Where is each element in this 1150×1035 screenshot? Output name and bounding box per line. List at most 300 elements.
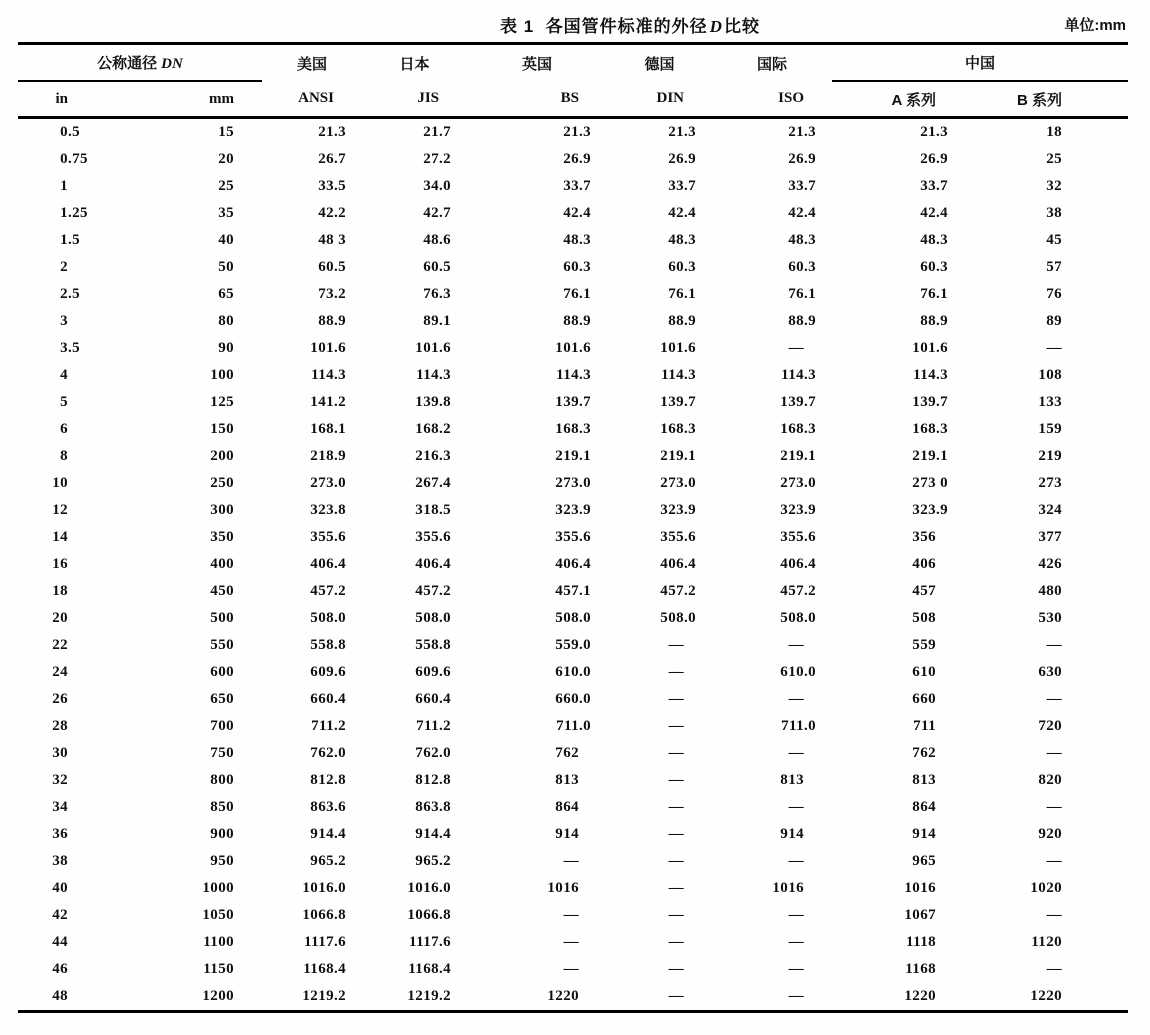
table-cell: 660.4 xyxy=(310,691,347,707)
table-cell: 18 xyxy=(52,583,68,599)
table-cell: 42.4 xyxy=(668,205,697,221)
table-cell: 57 xyxy=(1046,259,1063,275)
dn-group-label: 公称通径 xyxy=(97,55,158,72)
table-cell: 1000 xyxy=(202,880,234,896)
column-header-iso: ISO xyxy=(712,81,832,118)
table-cell: 406.4 xyxy=(660,556,697,572)
table-cell: 660.4 xyxy=(415,691,452,707)
table-cell: 218.9 xyxy=(310,448,347,464)
table-cell: 88.9 xyxy=(563,313,592,329)
table-cell: 610.0 xyxy=(780,664,817,680)
table-cell: — xyxy=(788,691,804,707)
table-cell: 2 xyxy=(60,259,68,275)
table-row xyxy=(18,983,1128,1012)
table-cell: 1016.0 xyxy=(407,880,452,896)
table-cell: 1117.6 xyxy=(304,934,347,950)
table-cell: 600 xyxy=(210,664,234,680)
table-cell: 25 xyxy=(218,178,234,194)
table-cell: 42.4 xyxy=(788,205,817,221)
table-cell: 820 xyxy=(1038,772,1063,788)
table-cell: 34 xyxy=(52,799,68,815)
table-cell: 914.4 xyxy=(310,826,347,842)
table-cell: 42 xyxy=(52,907,68,923)
table-cell: 200 xyxy=(210,448,234,464)
table-cell: — xyxy=(668,718,684,734)
table-cell: — xyxy=(1046,961,1063,977)
column-header-a-series: A 系列 xyxy=(832,81,964,118)
table-cell: 800 xyxy=(210,772,234,788)
table-cell: 355.6 xyxy=(310,529,347,545)
table-cell: 863.8 xyxy=(415,799,452,815)
table-row xyxy=(18,956,1128,983)
table-cell: 101.6 xyxy=(660,340,697,356)
table-cell: 720 xyxy=(1038,718,1063,734)
table-cell: 76.3 xyxy=(423,286,452,302)
table-cell: 355.6 xyxy=(660,529,697,545)
table-cell: 28 xyxy=(52,718,68,734)
table-cell: 273.0 xyxy=(555,475,592,491)
table-cell: 150 xyxy=(210,421,234,437)
table-cell: 457.2 xyxy=(310,583,347,599)
table-cell: 20 xyxy=(52,610,68,626)
table-cell: 1067 xyxy=(904,907,936,923)
table-cell: 219.1 xyxy=(780,448,817,464)
table-cell: 73.2 xyxy=(318,286,347,302)
table-cell: 216.3 xyxy=(415,448,452,464)
table-cell: — xyxy=(668,988,684,1004)
table-cell: 33.7 xyxy=(563,178,592,194)
table-cell: — xyxy=(1046,853,1063,869)
table-cell: 76.1 xyxy=(920,286,949,302)
table-cell: 558.8 xyxy=(415,637,452,653)
table-cell: 812.8 xyxy=(310,772,347,788)
country-header-uk: 英国 xyxy=(521,55,552,73)
table-cell: 1168 xyxy=(905,961,936,977)
table-cell: 25 xyxy=(1046,151,1063,167)
table-cell: 219.1 xyxy=(660,448,697,464)
table-cell: 114.3 xyxy=(311,367,347,383)
table-cell: 1.5 xyxy=(60,232,81,248)
table-cell: — xyxy=(668,772,684,788)
title-bar xyxy=(0,12,1150,42)
table-cell: 1 xyxy=(60,178,68,194)
table-cell: 33.5 xyxy=(318,178,347,194)
table-cell: 762 xyxy=(555,745,579,761)
table-cell: 89 xyxy=(1046,313,1063,329)
table-cell: 457.1 xyxy=(555,583,592,599)
table-row xyxy=(18,443,1128,470)
column-header-b-series: B 系列 xyxy=(964,81,1128,118)
group-header-row xyxy=(18,44,1128,82)
table-row xyxy=(18,173,1128,200)
table-row xyxy=(18,524,1128,551)
table-cell: 22 xyxy=(52,637,68,653)
table-cell: 101.6 xyxy=(912,340,949,356)
table-row xyxy=(18,821,1128,848)
table-cell: 80 xyxy=(218,313,234,329)
table-cell: 12 xyxy=(52,502,68,518)
table-cell: 48 xyxy=(52,988,68,1004)
table-cell: 457 xyxy=(912,583,936,599)
table-cell: — xyxy=(788,853,804,869)
table-cell: 508.0 xyxy=(555,610,592,626)
title-text-after: 比较 xyxy=(723,17,760,36)
table-cell: 21.3 xyxy=(920,124,949,140)
table-cell: 250 xyxy=(210,475,234,491)
table-cell: 406.4 xyxy=(780,556,817,572)
table-cell: 762 xyxy=(912,745,936,761)
table-cell: 34.0 xyxy=(423,178,452,194)
table-cell: 508.0 xyxy=(660,610,697,626)
table-row xyxy=(18,335,1128,362)
table-row xyxy=(18,200,1128,227)
table-cell: 530 xyxy=(1038,610,1063,626)
table-cell: 101.6 xyxy=(310,340,347,356)
table-cell: 114.3 xyxy=(913,367,949,383)
table-row xyxy=(18,308,1128,335)
table-row xyxy=(18,578,1128,605)
table-cell: 1016 xyxy=(547,880,579,896)
table-cell: 88.9 xyxy=(318,313,347,329)
table-cell: — xyxy=(668,637,684,653)
table-row xyxy=(18,659,1128,686)
table-cell: 40 xyxy=(218,232,234,248)
table-cell: 711.0 xyxy=(556,718,592,734)
table-cell: 1020 xyxy=(1030,880,1063,896)
table-cell: 168.3 xyxy=(555,421,592,437)
table-cell: 26.9 xyxy=(563,151,592,167)
table-cell: 324 xyxy=(1038,502,1063,518)
table-row xyxy=(18,605,1128,632)
table-cell: 168.3 xyxy=(660,421,697,437)
table-cell: 38 xyxy=(52,853,68,869)
table-cell: 711.2 xyxy=(416,718,452,734)
table-cell: 48.3 xyxy=(920,232,949,248)
table-cell: 1.25 xyxy=(60,205,88,221)
table-cell: 139.7 xyxy=(660,394,697,410)
table-cell: — xyxy=(668,826,684,842)
table-cell: 864 xyxy=(912,799,936,815)
table-cell: 1168.4 xyxy=(303,961,347,977)
table-cell: 14 xyxy=(52,529,68,545)
table-cell: 21.3 xyxy=(668,124,697,140)
table-cell: 914 xyxy=(780,826,804,842)
table-cell: 30 xyxy=(52,745,68,761)
table-cell: 813 xyxy=(555,772,579,788)
dn-group-header xyxy=(18,44,262,82)
table-cell: — xyxy=(788,799,804,815)
table-cell: 355.6 xyxy=(780,529,817,545)
table-cell: 42.4 xyxy=(920,205,949,221)
table-row xyxy=(18,118,1128,147)
table-cell: 300 xyxy=(210,502,234,518)
table-cell: 711.2 xyxy=(311,718,347,734)
table-cell: 609.6 xyxy=(310,664,347,680)
table-row xyxy=(18,551,1128,578)
table-cell: 318.5 xyxy=(415,502,452,518)
table-cell: 141.2 xyxy=(310,394,347,410)
table-cell: 377 xyxy=(1038,529,1063,545)
table-cell: 1219.2 xyxy=(302,988,347,1004)
table-cell: 900 xyxy=(210,826,234,842)
table-cell: 6 xyxy=(60,421,68,437)
table-cell: — xyxy=(668,691,684,707)
table-cell: 1050 xyxy=(202,907,234,923)
table-cell: 1066.8 xyxy=(407,907,452,923)
table-cell: 35 xyxy=(218,205,234,221)
table-cell: 700 xyxy=(210,718,234,734)
table-row xyxy=(18,254,1128,281)
column-header-mm: mm xyxy=(110,81,262,118)
table-cell: 920 xyxy=(1038,826,1063,842)
table-cell: 273 0 xyxy=(912,475,949,491)
table-cell: — xyxy=(788,340,804,356)
column-header-in: in xyxy=(18,81,110,118)
table-cell: 65 xyxy=(218,286,234,302)
table-cell: 1219.2 xyxy=(407,988,452,1004)
table-cell: 16 xyxy=(52,556,68,572)
table-cell: 426 xyxy=(1038,556,1063,572)
table-cell: 26 xyxy=(52,691,68,707)
table-cell: 139.7 xyxy=(912,394,949,410)
country-header-germany: 德国 xyxy=(644,55,675,73)
column-header-jis: JIS xyxy=(362,81,467,118)
dn-symbol: DN xyxy=(161,56,183,72)
table-cell: 965 xyxy=(912,853,936,869)
table-cell: — xyxy=(1046,340,1063,356)
table-row xyxy=(18,929,1128,956)
table-cell: 559.0 xyxy=(555,637,592,653)
table-cell: 40 xyxy=(52,880,68,896)
table-cell: 356 xyxy=(912,529,936,545)
table-cell: 457.2 xyxy=(660,583,697,599)
table-cell: 20 xyxy=(218,151,234,167)
table-cell: 21.3 xyxy=(563,124,592,140)
table-cell: 508.0 xyxy=(310,610,347,626)
table-cell: — xyxy=(563,934,579,950)
table-cell: 139.7 xyxy=(780,394,817,410)
table-row xyxy=(18,227,1128,254)
table-cell: — xyxy=(563,853,579,869)
table-cell: 457.2 xyxy=(415,583,452,599)
table-cell: 813 xyxy=(912,772,936,788)
table-cell: 914 xyxy=(555,826,579,842)
table-cell: 273.0 xyxy=(310,475,347,491)
table-cell: 114.3 xyxy=(556,367,592,383)
table-cell: 650 xyxy=(210,691,234,707)
table-cell: 168.3 xyxy=(780,421,817,437)
table-cell: 15 xyxy=(218,124,234,140)
table-cell: — xyxy=(1046,799,1063,815)
table-cell: 1220 xyxy=(547,988,579,1004)
table-cell: 1016 xyxy=(904,880,936,896)
table-cell: 0.5 xyxy=(60,124,81,140)
table-cell: — xyxy=(668,880,684,896)
table-cell: 267.4 xyxy=(415,475,452,491)
table-row xyxy=(18,416,1128,443)
table-cell: 10 xyxy=(52,475,68,491)
table-row xyxy=(18,767,1128,794)
table-cell: 219.1 xyxy=(912,448,949,464)
table-cell: 33.7 xyxy=(668,178,697,194)
column-header-din: DIN xyxy=(607,81,712,118)
table-row xyxy=(18,740,1128,767)
table-cell: 863.6 xyxy=(310,799,347,815)
table-cell: 508.0 xyxy=(780,610,817,626)
table-cell: — xyxy=(788,907,804,923)
table-cell: 508 xyxy=(912,610,936,626)
table-cell: 1200 xyxy=(202,988,234,1004)
table-number: 表 1 xyxy=(500,17,535,36)
table-cell: 1118 xyxy=(906,934,936,950)
title-text-before: 各国管件标准的外径 xyxy=(545,17,708,36)
table-cell: 76.1 xyxy=(788,286,817,302)
table-cell: 500 xyxy=(210,610,234,626)
table-cell: 1100 xyxy=(203,934,234,950)
table-cell: 60.3 xyxy=(788,259,817,275)
table-cell: — xyxy=(668,853,684,869)
table-cell: 125 xyxy=(210,394,234,410)
table-cell: — xyxy=(1046,745,1063,761)
table-cell: 355.6 xyxy=(555,529,592,545)
table-cell: 406.4 xyxy=(555,556,592,572)
table-cell: 60.3 xyxy=(668,259,697,275)
table-cell: — xyxy=(788,637,804,653)
table-cell: — xyxy=(1046,907,1063,923)
table-cell: 762.0 xyxy=(415,745,452,761)
table-cell: — xyxy=(788,745,804,761)
table-cell: 323.9 xyxy=(912,502,949,518)
table-cell: 60.3 xyxy=(563,259,592,275)
table-cell: 26.9 xyxy=(788,151,817,167)
table-cell: 26.9 xyxy=(668,151,697,167)
table-cell: 48 3 xyxy=(318,232,347,248)
table-cell: 168.2 xyxy=(415,421,452,437)
table-cell: 450 xyxy=(210,583,234,599)
table-cell: 323.9 xyxy=(555,502,592,518)
table-cell: — xyxy=(668,664,684,680)
table-cell: 114.3 xyxy=(661,367,697,383)
table-row xyxy=(18,794,1128,821)
table-cell: 42.2 xyxy=(318,205,347,221)
table-cell: 76.1 xyxy=(668,286,697,302)
table-cell: — xyxy=(668,745,684,761)
table-cell: 0.75 xyxy=(60,151,88,167)
table-cell: 750 xyxy=(210,745,234,761)
table-cell: 33.7 xyxy=(788,178,817,194)
table-cell: 558.8 xyxy=(310,637,347,653)
table-cell: 219 xyxy=(1038,448,1063,464)
table-cell: 38 xyxy=(1046,205,1063,221)
table-cell: 812.8 xyxy=(415,772,452,788)
table-cell: 630 xyxy=(1038,664,1063,680)
table-cell: 76 xyxy=(1046,286,1063,302)
table-cell: 1220 xyxy=(1030,988,1063,1004)
table-cell: — xyxy=(668,934,684,950)
table-row xyxy=(18,362,1128,389)
table-header xyxy=(18,44,1128,118)
table-cell: 60.5 xyxy=(318,259,347,275)
table-row xyxy=(18,713,1128,740)
table-cell: 42.4 xyxy=(563,205,592,221)
table-cell: 273 xyxy=(1038,475,1063,491)
table-cell: 88.9 xyxy=(920,313,949,329)
table-cell: 27.2 xyxy=(423,151,452,167)
table-row xyxy=(18,902,1128,929)
table-cell: 762.0 xyxy=(310,745,347,761)
table-cell: 1117.6 xyxy=(409,934,452,950)
table-cell: 26.9 xyxy=(920,151,949,167)
standards-table xyxy=(18,42,1128,1013)
table-cell: 610 xyxy=(912,664,936,680)
table-cell: 219.1 xyxy=(555,448,592,464)
table-cell: 1120 xyxy=(1031,934,1063,950)
table-cell: 1150 xyxy=(203,961,234,977)
sub-header-row xyxy=(18,81,1128,118)
table-cell: 400 xyxy=(210,556,234,572)
table-cell: 114.3 xyxy=(416,367,452,383)
table-cell: 60.3 xyxy=(920,259,949,275)
table-row xyxy=(18,686,1128,713)
table-cell: 60.5 xyxy=(423,259,452,275)
table-cell: 355.6 xyxy=(415,529,452,545)
table-cell: 1016.0 xyxy=(302,880,347,896)
table-cell: 76.1 xyxy=(563,286,592,302)
country-header-international: 国际 xyxy=(756,55,787,73)
table-row xyxy=(18,389,1128,416)
table-row xyxy=(18,281,1128,308)
table-cell: 711 xyxy=(913,718,936,734)
table-cell: 18 xyxy=(1046,124,1063,140)
table-cell: 44 xyxy=(52,934,68,950)
table-cell: 88.9 xyxy=(788,313,817,329)
column-header-bs: BS xyxy=(467,81,607,118)
table-cell: 48.6 xyxy=(423,232,452,248)
table-cell: 139.7 xyxy=(555,394,592,410)
table-cell: 273.0 xyxy=(780,475,817,491)
table-cell: 50 xyxy=(218,259,234,275)
table-cell: — xyxy=(1046,637,1063,653)
table-cell: 5 xyxy=(60,394,68,410)
table-cell: 32 xyxy=(1046,178,1063,194)
table-row xyxy=(18,470,1128,497)
table-row xyxy=(18,875,1128,902)
table-cell: 4 xyxy=(60,367,68,383)
table-cell: — xyxy=(788,961,804,977)
table-cell: 133 xyxy=(1038,394,1063,410)
table-cell: 711.0 xyxy=(781,718,817,734)
country-header-usa: 美国 xyxy=(296,55,327,73)
table-cell: 323.9 xyxy=(660,502,697,518)
table-row xyxy=(18,146,1128,173)
table-cell: 33.7 xyxy=(920,178,949,194)
table-cell: — xyxy=(788,988,804,1004)
table-cell: 100 xyxy=(210,367,234,383)
table-cell: 914.4 xyxy=(415,826,452,842)
table-cell: 965.2 xyxy=(310,853,347,869)
table-cell: 24 xyxy=(52,664,68,680)
table-cell: 323.9 xyxy=(780,502,817,518)
table-cell: — xyxy=(788,934,804,950)
table-cell: 48.3 xyxy=(668,232,697,248)
table-cell: 660.0 xyxy=(555,691,592,707)
table-cell: 26.7 xyxy=(318,151,347,167)
table-cell: 1168.4 xyxy=(408,961,452,977)
table-cell: 950 xyxy=(210,853,234,869)
table-cell: — xyxy=(1046,691,1063,707)
table-cell: 1016 xyxy=(772,880,804,896)
table-cell: 88.9 xyxy=(668,313,697,329)
